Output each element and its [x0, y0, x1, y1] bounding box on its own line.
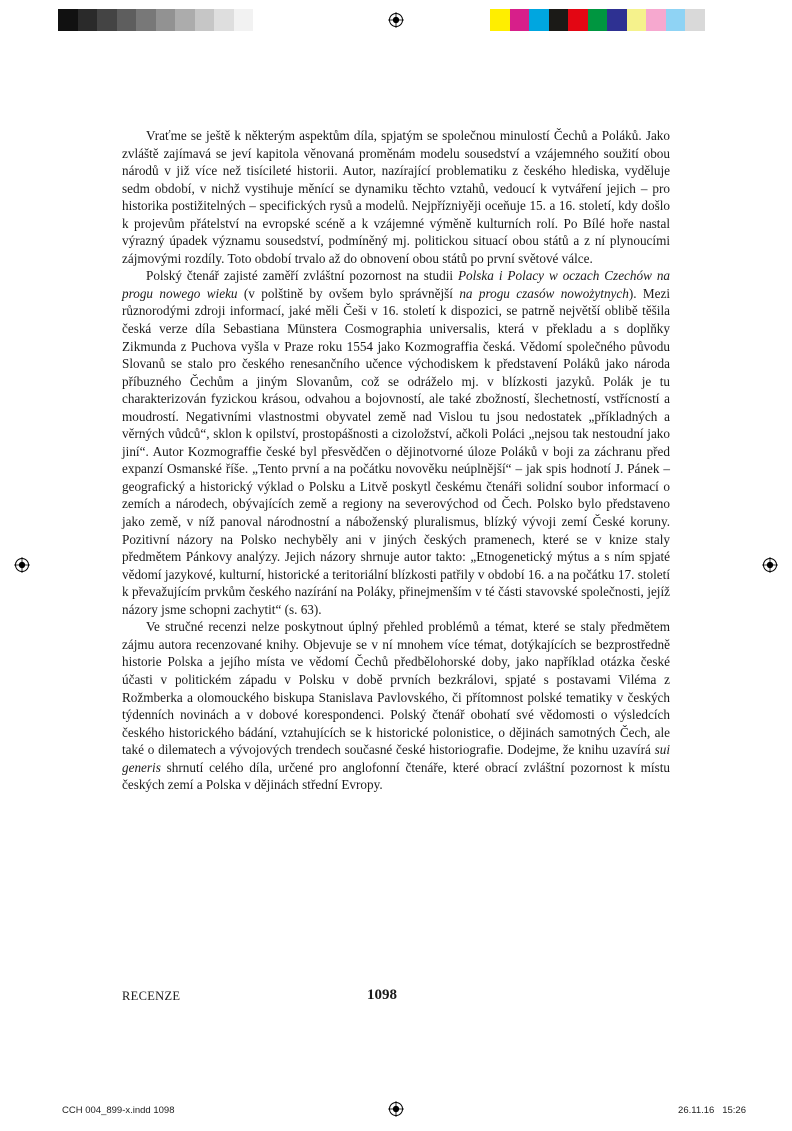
italic-text: na progu czasów nowożytnych: [459, 285, 629, 301]
section-label: RECENZE: [122, 989, 181, 1003]
paragraph: [122, 267, 670, 618]
text-run: ). Mezi různorodými zdroji informací, jaké měli Češi v 16. století k dispozici, se patrně největší oblibě těšila česká verze díla Sebastiana Münstera Cosmographia universalis, která v překladu a s doplňky Zikmunda z Puchova vyšla v Praze roku 1554 jako Kozmograffia česká. Vědomí společného původu Slovanů se stalo pro českého renesančního učence východiskem k představení Poláků jako národa příbuzného Čechům a jiným Slovanům, což se odráželo mj. v blízkosti jazyků. Polák je tu charakterizován fyzickou krásou, odvahou a bojovností, ale také zbožností, šlechetností, vstřícností a moudrostí. Negativními vlastnostmi obyvatel země nad Vislou tu jsou nedostatek „příkladných a věrných vůdců“, sklon k opilství, prostopášnosti a cizoložství, ačkoli Poláci „nejsou tak nestoudní jako jiní“. Autor Kozmograffie české byl přesvědčen o dějinotvorné úloze Poláků v boji za záchranu před expanzí Osmanské říše. „Tento první a na počátku novověku neúplnější“ – jak spis hodnotí J. Pánek – geografický a historický výklad o Polsku a Litvě poskytl českému čtenáři solidní soubor informací o zemích a národech, obývajících země a regiony na severovýchod od Čech. Polsko bylo představeno jako země, v níž panoval národnostní a náboženský pluralismus, blízký vývoji zemí České koruny. Pozitivní názory na Polsko nechyběly ani v jiných českých pramenech, které se v knize staly předmětem Pánkovy analýzy. Jejich názory shrnuje autor takto: „Etnogenetický mýtus a s ním spjaté vědomí jazykové, kulturní, historické a teritoriální blízkosti patřily v období 16. a na počátku 17. století k převažujícím prvkům českého nazírání na Poláky, přinejmenším v té části stavovské společnosti, jejíž názory jsme schopni zachytit“ (s. 63).: [122, 285, 670, 617]
color-swatch: [685, 9, 705, 31]
italic-text: sui generis: [122, 742, 670, 775]
registration-mark-left-icon: [14, 557, 30, 573]
gray-swatch: [117, 9, 137, 31]
grayscale-color-bar: [58, 9, 253, 31]
color-swatch: [549, 9, 569, 31]
text-run: shrnutí celého díla, určené pro anglofonní čtenáře, které obrací zvláštní pozornost k místu českých zemí a Polska v dějinách střední Evropy.: [122, 759, 670, 793]
gray-swatch: [78, 9, 98, 31]
color-swatch: [646, 9, 666, 31]
text-run: Ve stručné recenzi nelze poskytnout úplný přehled problémů a témat, které se staly předmětem zájmu autora recenzované knihy. Objevuje se v ní mnohem více témat, dotýkajících se bezprostředně historie Polska a jejího místa ve vědomí Čechů předbělohorské doby, jako například otázka české účasti v politickém západu v Polsku v době prvních bezkrálovi, spjaté s postavami Viléma z Rožmberka a olomouckého biskupa Stanislava Pavlovského, či přítomnost polské tematiky v českých týdenních novinách a v dobové korespondenci. Polský čtenář obohatí své vědomosti o výsledcích českého historického bádání, vztahujících se k historické polonistice, o dějinách samotných Čech, ale také o dilematech a vývojových trendech současné české historiografie. Dodejme, že knihu uzavírá: [122, 619, 670, 758]
color-swatch: [490, 9, 510, 31]
gray-swatch: [175, 9, 195, 31]
paragraph: [122, 127, 670, 267]
color-swatch: [627, 9, 647, 31]
gray-swatch: [214, 9, 234, 31]
gray-swatch: [195, 9, 215, 31]
process-color-bar: [490, 9, 705, 31]
text-run: Vraťme se ještě k některým aspektům díla, spjatým se společnou minulostí Čechů a Poláků. Jako zvláště zajímavá se jeví kapitola věnovaná proměnám modelu sousedství a vzájemného soužití obou národů v již více než tisícileté historii. Autor, nazírající problematiku z českého hlediska, vyděluje sedm období, v nichž vystihuje měnící se dynamiku těchto vztahů, vedoucí k vytváření jejich – pro historika postižitelných – specifických rysů a modelů. Nejpřízniyěji oceňuje 15. a 16. století, kdy došlo k projevům přátelství na evropské scéně a k vzájemné výměně kulturních rolí. Po Bílé hoře nastal výrazný úpadek významu sousedství, podmíněný mj. politickou situací obou států a z ní plynoucími zájmovými rozdíly. Toto období trvalo až do obnovení obou států po první světové válce.: [122, 128, 670, 266]
print-slug-date: 26.11.16 15:26: [678, 1105, 746, 1116]
gray-swatch: [97, 9, 117, 31]
registration-mark-bottom-icon: [388, 1101, 404, 1117]
color-swatch: [588, 9, 608, 31]
gray-swatch: [234, 9, 254, 31]
text-run: Polský čtenář zajisté zaměří zvláštní pozornost na studii: [146, 268, 458, 284]
color-swatch: [666, 9, 686, 31]
print-slug-file: CCH 004_899-x.indd 1098: [62, 1105, 175, 1116]
review-text-body: [122, 127, 670, 794]
italic-text: Polska i Polacy w oczach Czechów na progu nowego wieku: [122, 268, 671, 301]
text-run: (v polštině by ovšem bylo správnější: [237, 285, 460, 301]
color-swatch: [568, 9, 588, 31]
registration-mark-right-icon: [762, 557, 778, 573]
gray-swatch: [156, 9, 176, 31]
color-swatch: [607, 9, 627, 31]
page-number: 1098: [367, 987, 397, 1003]
color-swatch: [529, 9, 549, 31]
registration-mark-top-icon: [388, 12, 404, 28]
color-swatch: [510, 9, 530, 31]
gray-swatch: [136, 9, 156, 31]
gray-swatch: [58, 9, 78, 31]
paragraph: [122, 618, 670, 793]
